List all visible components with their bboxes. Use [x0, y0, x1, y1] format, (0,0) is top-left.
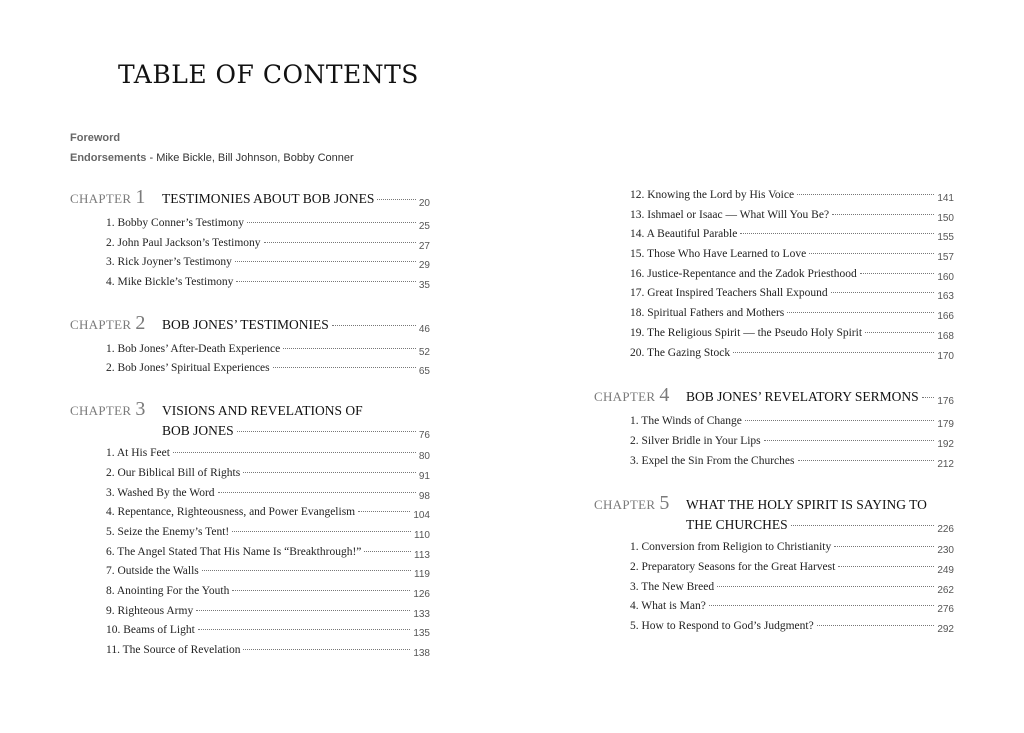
toc-entry[interactable]: [630, 435, 954, 455]
chapter-4-label: [594, 384, 686, 407]
chapter-number: 4: [659, 384, 670, 407]
entry-page: 155: [937, 232, 954, 244]
toc-entry[interactable]: [106, 256, 430, 276]
dot-leader: [922, 397, 935, 398]
toc-entry[interactable]: [106, 362, 430, 382]
chapter-3-label: [70, 398, 162, 421]
entry-title: 15. Those Who Have Learned to Love: [630, 248, 807, 261]
entry-page: 113: [414, 549, 430, 561]
dot-leader: [832, 214, 934, 215]
entry-title: 7. Outside the Walls: [106, 565, 199, 578]
dot-leader: [377, 199, 415, 200]
chapter-number: 5: [659, 492, 670, 515]
toc-entry[interactable]: [630, 248, 954, 268]
dot-leader: [283, 348, 416, 349]
entry-page: 179: [937, 419, 954, 431]
dot-leader: [243, 649, 410, 650]
page-title: TABLE OF CONTENTS: [118, 60, 419, 89]
foreword-link[interactable]: [70, 132, 120, 144]
toc-entry[interactable]: [106, 506, 430, 526]
dot-leader: [358, 511, 410, 512]
toc-entry[interactable]: [630, 347, 954, 367]
entry-page: 65: [418, 366, 430, 378]
entry-page: 262: [937, 584, 954, 596]
chapter-4-title: BOB JONES’ REVELATORY SERMONS: [686, 389, 919, 405]
entry-title: 4. Mike Bickle’s Testimony: [106, 276, 234, 289]
dot-leader: [838, 566, 934, 567]
entry-page: 133: [413, 608, 430, 620]
dot-leader: [364, 551, 411, 552]
chapter-1-heading[interactable]: [70, 186, 430, 209]
entry-page: 110: [414, 529, 430, 541]
dot-leader: [831, 292, 935, 293]
chapter-1-label: [70, 186, 162, 209]
entry-page: 166: [937, 311, 954, 323]
dot-leader: [273, 367, 416, 368]
entry-page: 126: [413, 588, 430, 600]
chapter-word: CHAPTER: [70, 316, 132, 332]
chapter-number: 1: [135, 186, 146, 208]
chapter-5-heading[interactable]: [594, 492, 954, 536]
entry-title: 1. Bobby Conner’s Testimony: [106, 217, 245, 229]
entry-title: 6. The Angel Stated That His Name Is “Breakthrough!”: [106, 545, 362, 558]
entry-page: 192: [937, 438, 954, 450]
chapter-4-heading[interactable]: [594, 384, 954, 407]
entry-title: 1. The Winds of Change: [630, 415, 742, 428]
entry-title: 17. Great Inspired Teachers Shall Expound: [630, 287, 828, 300]
chapter-3-continued: [594, 189, 954, 366]
chapter-word: CHAPTER: [70, 191, 132, 206]
toc-right-column: [594, 189, 954, 640]
entry-title: 2. Our Biblical Bill of Rights: [106, 466, 241, 479]
toc-entry[interactable]: [106, 467, 430, 487]
dot-leader: [798, 460, 935, 461]
entry-title: 2. Bob Jones’ Spiritual Experiences: [106, 362, 270, 375]
chapter-word: CHAPTER: [70, 403, 132, 419]
dot-leader: [834, 546, 934, 547]
entry-page: 27: [418, 240, 430, 252]
dot-leader: [717, 586, 934, 587]
entry-title: 19. The Religious Spirit — the Pseudo Holy Spirit: [630, 326, 863, 339]
entry-title: 2. John Paul Jackson’s Testimony: [106, 236, 261, 249]
toc-entry[interactable]: [630, 228, 954, 248]
toc-entry[interactable]: [106, 487, 430, 507]
toc-entry[interactable]: [106, 644, 430, 664]
chapter-2-title: BOB JONES’ TESTIMONIES: [162, 316, 329, 332]
entry-page: 168: [937, 330, 954, 342]
chapter-2-heading[interactable]: [70, 312, 430, 335]
dot-leader: [232, 590, 410, 591]
entry-title: 13. Ishmael or Isaac — What Will You Be?: [630, 208, 830, 221]
entry-title: 18. Spiritual Fathers and Mothers: [630, 307, 785, 320]
entry-title: 5. Seize the Enemy’s Tent!: [106, 525, 230, 538]
entry-page: 230: [937, 545, 954, 557]
dot-leader: [764, 440, 935, 441]
toc-entry[interactable]: [630, 600, 954, 620]
toc-entry[interactable]: [106, 237, 430, 257]
toc-entry[interactable]: [630, 327, 954, 347]
toc-entry[interactable]: [106, 526, 430, 546]
chapter-3-title-line1: VISIONS AND REVELATIONS OF: [162, 403, 363, 419]
dot-leader: [236, 281, 415, 282]
chapter-3-title-line2: BOB JONES: [162, 423, 234, 439]
endorsements-text: - Mike Bickle, Bill Johnson, Bobby Conner: [146, 152, 354, 164]
toc-entry[interactable]: [630, 287, 954, 307]
entry-title: 1. Conversion from Religion to Christianity: [630, 541, 832, 554]
entry-page: 29: [418, 260, 430, 272]
entry-page: 25: [418, 221, 430, 232]
entry-title: 4. What is Man?: [630, 600, 706, 613]
chapter-1-title: TESTIMONIES ABOUT BOB JONES: [162, 191, 375, 206]
endorsements-link[interactable]: [70, 152, 354, 164]
dot-leader: [797, 194, 934, 195]
entry-page: 52: [418, 346, 430, 358]
entry-title: 14. A Beautiful Parable: [630, 228, 738, 241]
chapter-3-page: 76: [418, 430, 430, 442]
toc-entry[interactable]: [630, 455, 954, 475]
dot-leader: [817, 625, 935, 626]
endorsements-label: Endorsements: [70, 152, 147, 164]
entry-title: 2. Silver Bridle in Your Lips: [630, 434, 761, 447]
entry-title: 11. The Source of Revelation: [106, 644, 241, 656]
chapter-5: [594, 492, 954, 639]
toc-entry[interactable]: [630, 209, 954, 229]
entry-title: 3. Washed By the Word: [106, 486, 215, 499]
dot-leader: [791, 525, 935, 526]
entry-page: 98: [418, 490, 430, 502]
entry-title: 9. Righteous Army: [106, 604, 194, 617]
toc-entry[interactable]: [630, 268, 954, 288]
entry-page: 170: [937, 350, 954, 362]
entry-page: 35: [418, 280, 430, 292]
entry-title: 10. Beams of Light: [106, 624, 195, 637]
entry-page: 292: [937, 624, 954, 635]
dot-leader: [787, 312, 934, 313]
entry-page: 157: [937, 252, 954, 264]
toc-entry[interactable]: [630, 415, 954, 435]
entry-page: 141: [937, 193, 954, 204]
dot-leader: [243, 472, 416, 473]
toc-entry[interactable]: [630, 620, 954, 640]
entry-page: 138: [413, 648, 430, 659]
dot-leader: [198, 629, 411, 630]
toc-entry[interactable]: [106, 447, 430, 467]
entry-page: 119: [414, 569, 430, 581]
entry-page: 80: [418, 451, 430, 463]
toc-entry[interactable]: [106, 585, 430, 605]
chapter-2-page: 46: [418, 323, 430, 335]
dot-leader: [332, 325, 416, 326]
chapter-5-label: [594, 492, 686, 515]
entry-title: 2. Preparatory Seasons for the Great Harvest: [630, 560, 836, 573]
toc-entry[interactable]: [106, 343, 430, 363]
toc-left-column: [70, 186, 430, 664]
dot-leader: [247, 222, 416, 223]
foreword-label: Foreword: [70, 132, 121, 144]
toc-entry[interactable]: [630, 307, 954, 327]
toc-entry[interactable]: [630, 581, 954, 601]
chapter-number: 3: [135, 398, 146, 421]
dot-leader: [745, 420, 934, 421]
chapter-5-title-line2: THE CHURCHES: [686, 517, 788, 533]
toc-entry[interactable]: [630, 561, 954, 581]
dot-leader: [865, 332, 934, 333]
entry-page: 163: [937, 291, 954, 303]
chapter-word: CHAPTER: [594, 497, 656, 513]
dot-leader: [202, 570, 411, 571]
toc-entry[interactable]: [630, 541, 954, 561]
dot-leader: [264, 242, 416, 243]
dot-leader: [218, 492, 416, 493]
entry-title: 12. Knowing the Lord by His Voice: [630, 189, 795, 201]
entry-title: 3. The New Breed: [630, 580, 715, 593]
entry-title: 8. Anointing For the Youth: [106, 584, 230, 597]
entry-page: 212: [937, 458, 954, 470]
entry-page: 276: [937, 604, 954, 616]
dot-leader: [709, 605, 935, 606]
entry-title: 20. The Gazing Stock: [630, 346, 731, 359]
chapter-5-page: 226: [937, 524, 954, 536]
chapter-4: [594, 384, 954, 474]
dot-leader: [733, 352, 934, 353]
toc-entry[interactable]: [106, 565, 430, 585]
chapter-word: CHAPTER: [594, 389, 656, 405]
chapter-1: [70, 186, 430, 296]
entry-page: 104: [413, 510, 430, 522]
toc-entry[interactable]: [630, 189, 954, 209]
dot-leader: [237, 431, 416, 432]
dot-leader: [860, 273, 935, 274]
dot-leader: [173, 452, 416, 453]
chapter-2-label: [70, 312, 162, 335]
toc-entry[interactable]: [106, 217, 430, 237]
dot-leader: [235, 261, 416, 262]
entry-title: 1. Bob Jones’ After-Death Experience: [106, 342, 281, 355]
entry-title: 5. How to Respond to God’s Judgment?: [630, 620, 814, 632]
entry-title: 3. Expel the Sin From the Churches: [630, 454, 795, 467]
entry-page: 160: [937, 271, 954, 283]
toc-entry[interactable]: [106, 605, 430, 625]
dot-leader: [232, 531, 411, 532]
chapter-number: 2: [135, 311, 146, 334]
chapter-3-heading[interactable]: [70, 398, 430, 442]
entry-title: 4. Repentance, Righteousness, and Power Evangelism: [106, 506, 356, 519]
chapter-5-title-line1: WHAT THE HOLY SPIRIT IS SAYING TO: [686, 497, 927, 513]
dot-leader: [809, 253, 934, 254]
chapter-2: [70, 312, 430, 382]
entry-page: 249: [937, 564, 954, 576]
toc-entry[interactable]: [106, 546, 430, 566]
entry-title: 16. Justice-Repentance and the Zadok Priesthood: [630, 267, 857, 280]
toc-entry[interactable]: [106, 624, 430, 644]
chapter-3: [70, 398, 430, 664]
entry-page: 91: [418, 470, 430, 482]
entry-title: 1. At His Feet: [106, 447, 170, 460]
entry-page: 150: [937, 212, 954, 224]
entry-title: 3. Rick Joyner’s Testimony: [106, 256, 232, 269]
chapter-4-page: 176: [937, 396, 954, 408]
dot-leader: [740, 233, 934, 234]
toc-entry[interactable]: [106, 276, 430, 296]
chapter-1-page: 20: [418, 198, 430, 209]
entry-page: 135: [413, 628, 430, 640]
dot-leader: [196, 610, 410, 611]
